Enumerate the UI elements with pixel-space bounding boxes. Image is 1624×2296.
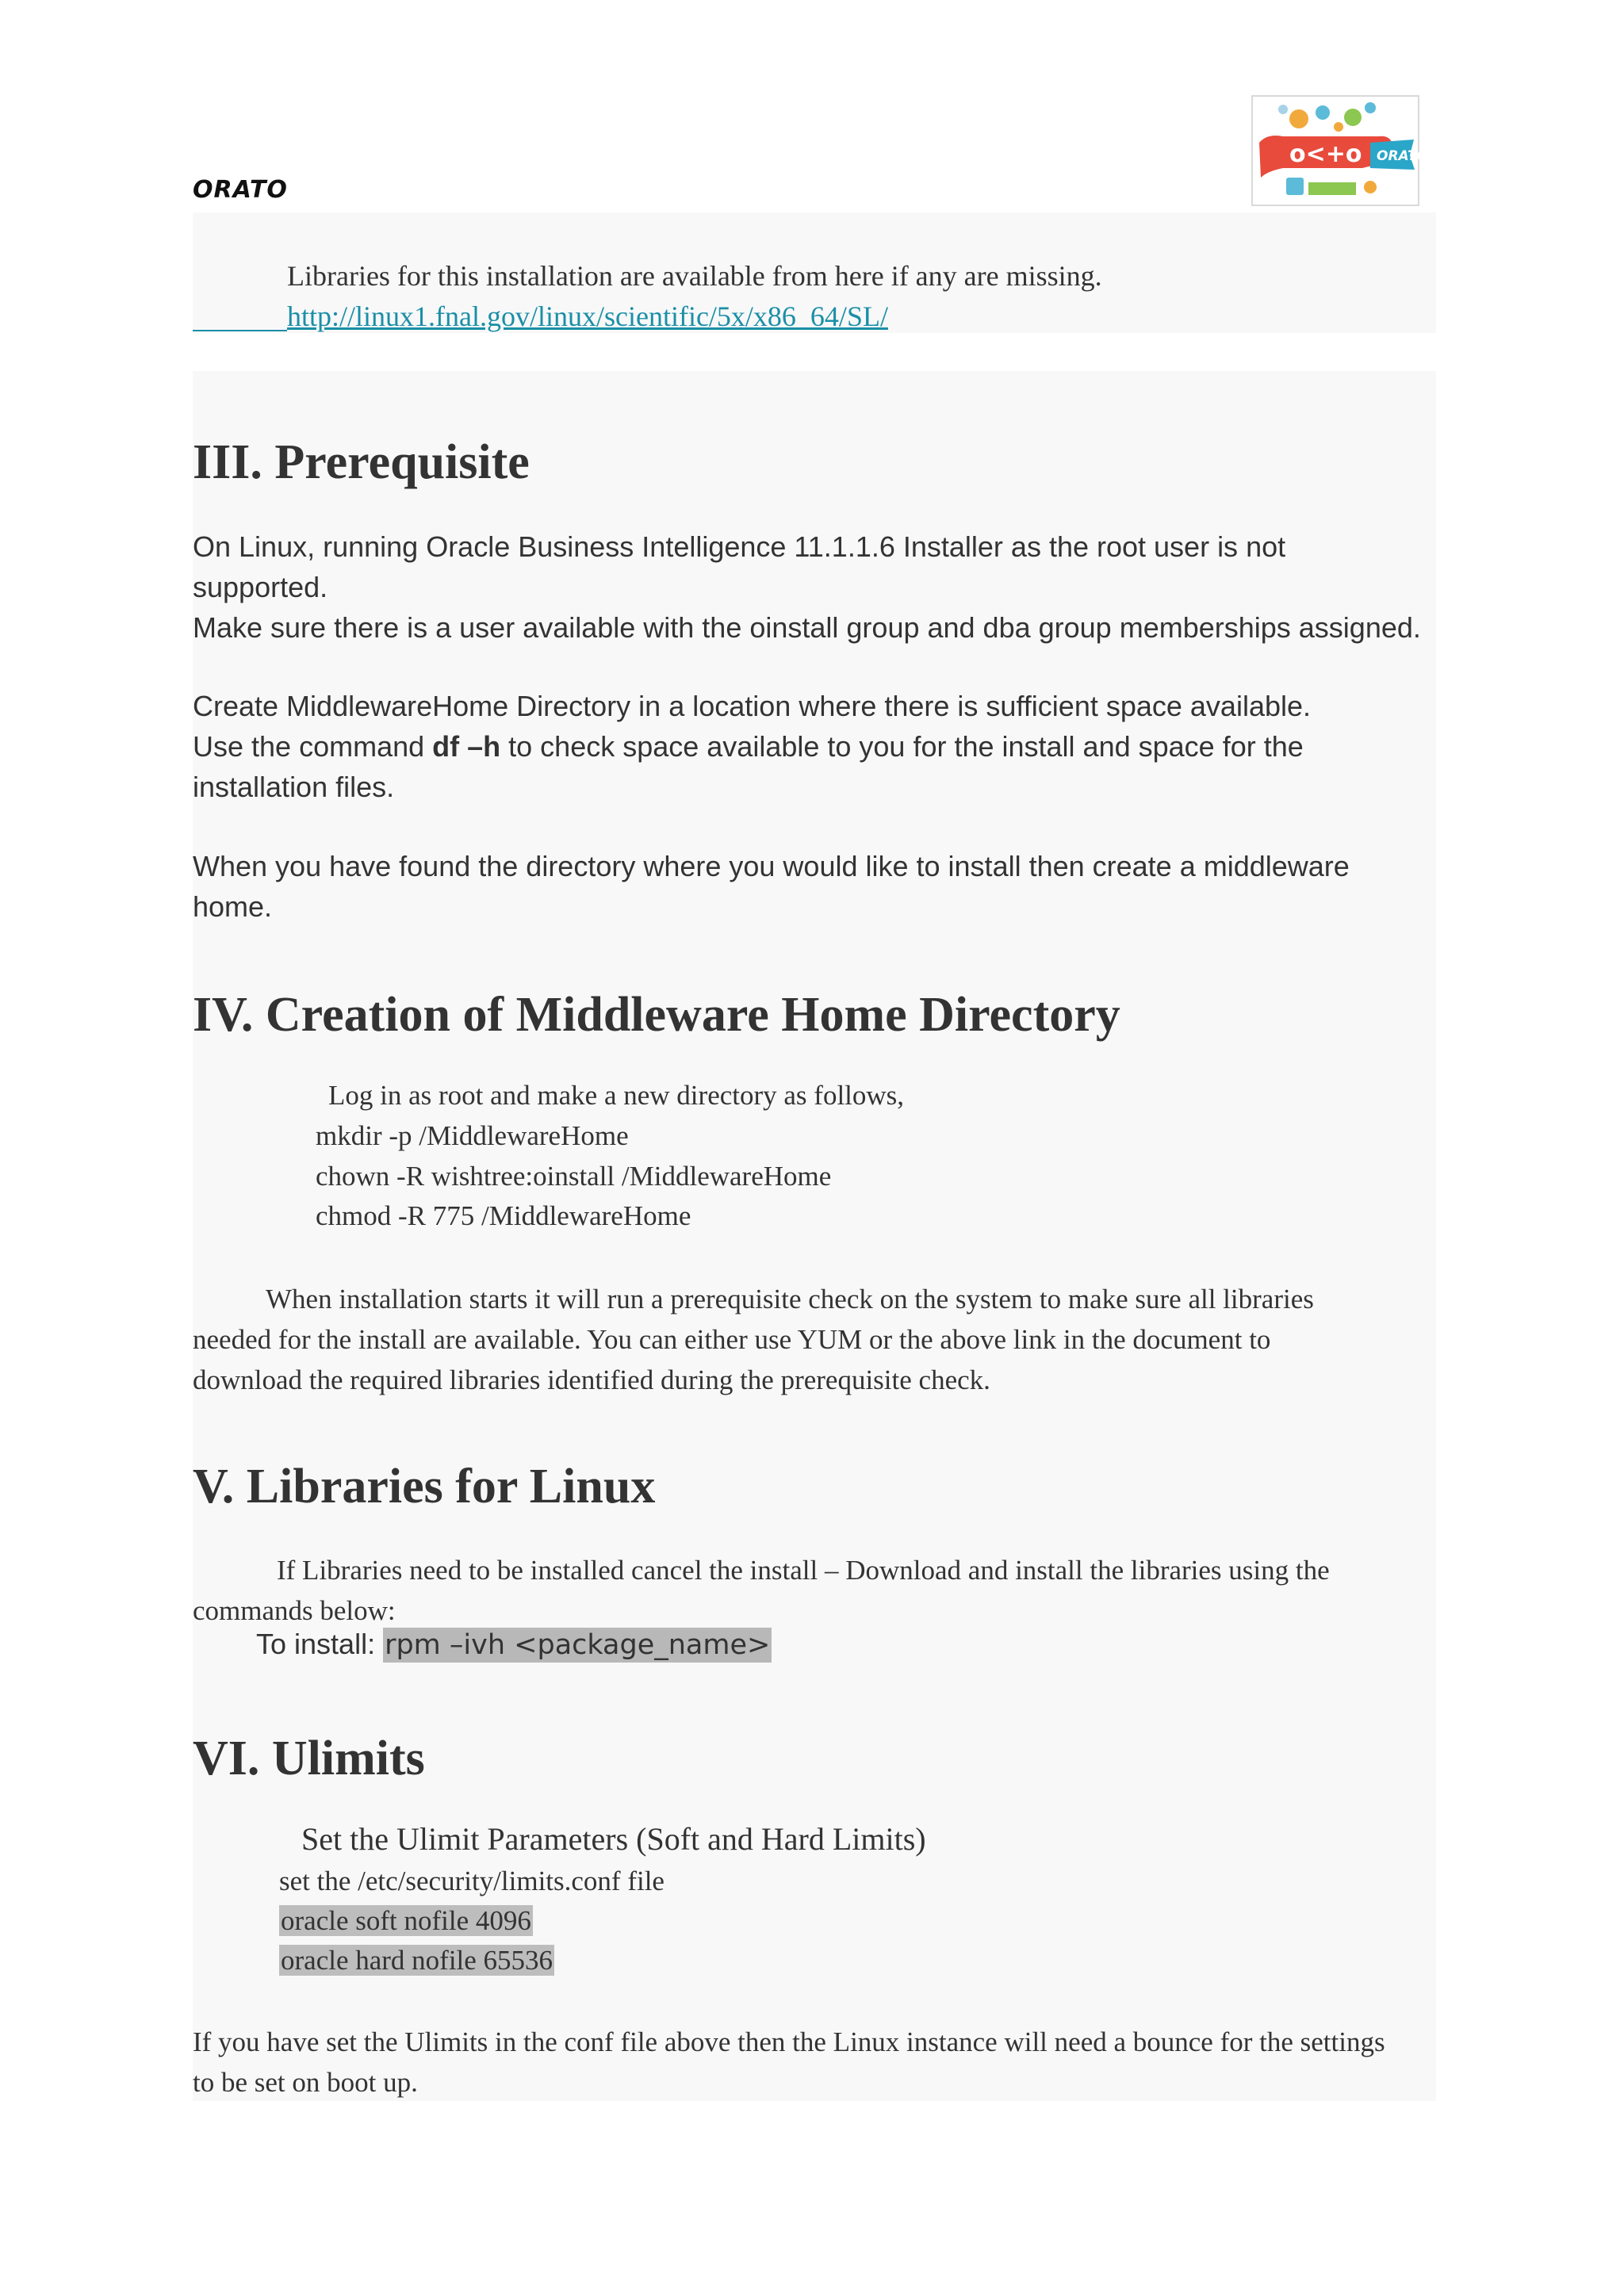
ulimits-subheading: Set the Ulimit Parameters (Soft and Hard Limits) <box>301 1821 926 1857</box>
prerequisite-paragraph-1 <box>193 526 1438 648</box>
ulimits-hard-line <box>279 1945 554 1976</box>
ulimits-hard-value: oracle hard nofile 65536 <box>281 1945 553 1976</box>
text-line: installation files. <box>193 771 395 803</box>
text-line: When installation starts it will run a prerequisite check on the system to make sure all libraries <box>266 1284 1314 1314</box>
ulimits-paragraph <box>193 2022 1438 2103</box>
header-brand: ORATO <box>193 176 288 204</box>
text-segment: Use the command <box>193 730 433 763</box>
prerequisite-paragraph-3 <box>193 846 1438 927</box>
command-df: df –h <box>432 730 501 763</box>
text-line: commands below: <box>193 1595 396 1626</box>
text-line: home. <box>193 890 273 923</box>
text-line: supported. <box>193 571 328 603</box>
text-line: download the required libraries identified during the prerequisite check. <box>193 1364 990 1395</box>
install-label: To install: <box>256 1628 384 1660</box>
command-line: mkdir -p /MiddlewareHome <box>316 1120 629 1151</box>
install-instruction <box>256 1628 772 1661</box>
ulimits-file-line: set the /etc/security/limits.conf file <box>279 1866 665 1896</box>
ulimits-soft-line <box>279 1905 533 1937</box>
text-segment: to check space available to you for the install and space for the <box>500 730 1304 763</box>
text-line: When you have found the directory where you would like to install then create a middleware <box>193 850 1350 882</box>
ulimits-soft-value: oracle soft nofile 4096 <box>281 1905 531 1936</box>
libraries-download-link[interactable]: http://linux1.fnal.gov/linux/scientific/5x/x86_64/SL/ <box>287 300 888 332</box>
section-heading-prerequisite: III. Prerequisite <box>193 435 530 489</box>
prerequisite-paragraph-2 <box>193 686 1438 807</box>
text-line: If Libraries need to be installed cancel the install – Download and install the libraries using the <box>277 1555 1330 1586</box>
command-line: chmod -R 775 /MiddlewareHome <box>316 1200 691 1231</box>
text-line: to be set on boot up. <box>193 2067 418 2098</box>
install-command: rpm –ivh <package_name> <box>385 1629 771 1661</box>
text-line <box>193 726 1438 767</box>
text-line: Create MiddlewareHome Directory in a location where there is sufficient space available. <box>193 690 1312 722</box>
middleware-paragraph <box>193 1279 1438 1400</box>
svg-text:o<+o: o<+o <box>1289 140 1362 168</box>
section-heading-ulimits: VI. Ulimits <box>193 1732 425 1785</box>
section-heading-middleware: IV. Creation of Middleware Home Directory <box>193 988 1120 1042</box>
libraries-note-text: Libraries for this installation are available from here if any are missing. <box>287 260 1102 292</box>
text-line: On Linux, running Oracle Business Intelligence 11.1.1.6 Installer as the root user is not <box>193 530 1286 563</box>
middleware-intro: Log in as root and make a new directory as follows, <box>328 1080 905 1111</box>
orato-logo <box>1251 95 1429 206</box>
section-heading-libraries: V. Libraries for Linux <box>193 1460 656 1513</box>
link-underline <box>193 330 287 331</box>
command-line: chown -R wishtree:oinstall /MiddlewareHome <box>316 1161 832 1192</box>
text-line: Make sure there is a user available with the oinstall group and dba group memberships assigned. <box>193 611 1421 644</box>
text-line: needed for the install are available. You can either use YUM or the above link in the document to <box>193 1324 1271 1355</box>
libraries-paragraph <box>193 1550 1438 1631</box>
text-line: If you have set the Ulimits in the conf file above then the Linux instance will need a bounce for the settings <box>193 2026 1385 2057</box>
svg-text:ORATO: ORATO <box>1377 148 1429 164</box>
